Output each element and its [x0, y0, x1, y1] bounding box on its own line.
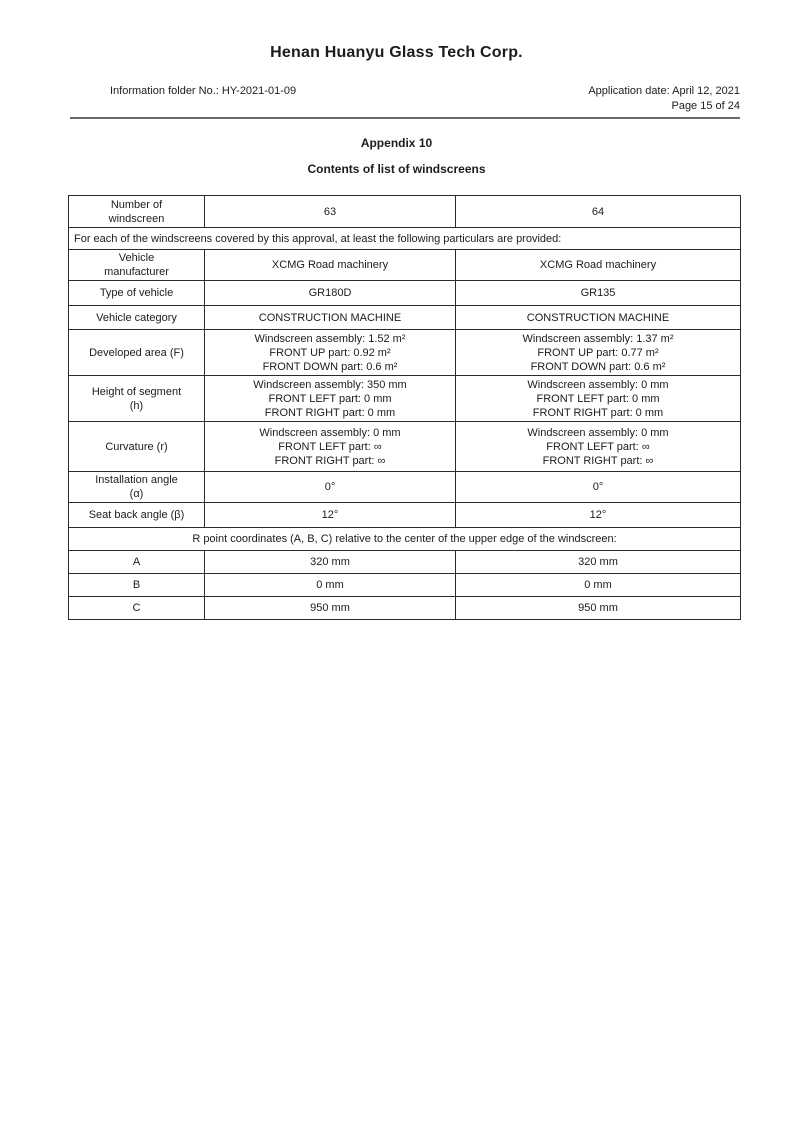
value-line: FRONT LEFT part: ∞: [546, 440, 650, 453]
label-line: (α): [129, 488, 144, 500]
table-row-seat-back-angle: [69, 503, 741, 528]
label-line: Number of: [110, 198, 163, 211]
cell-63-type-of-vehicle: GR180D: [205, 281, 456, 306]
cell-63-installation-angle: 0°: [205, 472, 456, 503]
cell-windscreen-64-number: 64: [456, 196, 741, 228]
cell-64-curvature: [456, 422, 741, 472]
header-info-row: [70, 84, 740, 99]
value-line: Windscreen assembly: 0 mm: [259, 426, 401, 439]
header-divider: [70, 117, 740, 119]
cell-63-developed-area: [205, 330, 456, 376]
label-line: Installation angle: [95, 474, 178, 486]
cell-r-point-note: R point coordinates (A, B, C) relative to the center of the upper edge of the windscreen:: [69, 528, 741, 551]
value-line: Windscreen assembly: 1.37 m²: [522, 332, 674, 345]
value-line: FRONT LEFT part: 0 mm: [268, 392, 392, 405]
cell-64-installation-angle: 0°: [456, 472, 741, 503]
value-line: FRONT RIGHT part: ∞: [542, 454, 654, 467]
row-label-vehicle-category: Vehicle category: [69, 306, 205, 330]
application-date: Application date: April 12, 2021: [588, 85, 740, 97]
cell-63-height-of-segment: [205, 376, 456, 422]
value-line: FRONT RIGHT part: 0 mm: [532, 406, 664, 419]
document-header: [70, 84, 740, 119]
table-row-number-of-windscreen: [69, 196, 741, 228]
info-folder-number: Information folder No.: HY-2021-01-09: [110, 85, 297, 97]
value-line: Windscreen assembly: 350 mm: [253, 378, 407, 391]
label-line: manufacturer: [104, 266, 169, 278]
page-number: Page 15 of 24: [671, 100, 740, 112]
appendix-title: Appendix 10: [360, 136, 433, 150]
cell-63-vehicle-manufacturer: XCMG Road machinery: [205, 250, 456, 281]
cell-64-r-point-a: 320 mm: [456, 551, 741, 574]
row-label-r-point-b: B: [69, 574, 205, 597]
value-line: FRONT LEFT part: ∞: [278, 440, 382, 453]
value-line: FRONT LEFT part: 0 mm: [536, 392, 660, 405]
value-line: FRONT UP part: 0.77 m²: [537, 346, 659, 359]
cell-63-r-point-b: 0 mm: [205, 574, 456, 597]
cell-63-r-point-a: 320 mm: [205, 551, 456, 574]
cell-64-developed-area: [456, 330, 741, 376]
table-row-curvature: [69, 422, 741, 472]
value-line: FRONT DOWN part: 0.6 m²: [530, 360, 666, 373]
value-line: Windscreen assembly: 0 mm: [527, 426, 669, 439]
cell-64-vehicle-category: CONSTRUCTION MACHINE: [456, 306, 741, 330]
row-label-vehicle-manufacturer: [69, 250, 205, 281]
value-line: FRONT UP part: 0.92 m²: [269, 346, 391, 359]
cell-windscreen-63-number: 63: [205, 196, 456, 228]
row-label-number-of-windscreen: [69, 196, 205, 228]
cell-63-curvature: [205, 422, 456, 472]
table-row-type-of-vehicle: [69, 281, 741, 306]
value-line: FRONT RIGHT part: ∞: [274, 454, 386, 467]
cell-64-height-of-segment: [456, 376, 741, 422]
label-line: (h): [129, 399, 144, 412]
table-row-r-point-note: [69, 528, 741, 551]
table-row-vehicle-category: [69, 306, 741, 330]
row-label-type-of-vehicle: Type of vehicle: [69, 281, 205, 306]
table-row-r-point-c: [69, 597, 741, 620]
cell-63-r-point-c: 950 mm: [205, 597, 456, 620]
row-label-seat-back-angle: Seat back angle (β): [69, 503, 205, 528]
table-row-r-point-b: [69, 574, 741, 597]
row-label-curvature: Curvature (r): [69, 422, 205, 472]
table-row-vehicle-manufacturer: [69, 250, 741, 281]
table-row-height-of-segment: [69, 376, 741, 422]
table-row-installation-angle: [69, 472, 741, 503]
label-line: windscreen: [108, 212, 165, 225]
cell-63-seat-back-angle: 12°: [205, 503, 456, 528]
cell-64-vehicle-manufacturer: XCMG Road machinery: [456, 250, 741, 281]
row-label-developed-area: Developed area (F): [69, 330, 205, 376]
label-line: Vehicle: [118, 252, 155, 264]
cell-note: For each of the windscreens covered by this approval, at least the following particulars are provided:: [69, 228, 741, 250]
cell-64-r-point-b: 0 mm: [456, 574, 741, 597]
row-label-installation-angle: [69, 472, 205, 503]
row-label-height-of-segment: [69, 376, 205, 422]
row-label-r-point-a: A: [69, 551, 205, 574]
cell-63-vehicle-category: CONSTRUCTION MACHINE: [205, 306, 456, 330]
document-subtitle: Contents of list of windscreens: [307, 162, 486, 176]
cell-64-type-of-vehicle: GR135: [456, 281, 741, 306]
table-row-note: [69, 228, 741, 250]
label-line: Height of segment: [91, 385, 182, 398]
table-row-developed-area: [69, 330, 741, 376]
cell-64-r-point-c: 950 mm: [456, 597, 741, 620]
windscreen-list-table: [68, 195, 741, 620]
value-line: Windscreen assembly: 0 mm: [527, 378, 669, 391]
value-line: FRONT DOWN part: 0.6 m²: [262, 360, 398, 373]
value-line: FRONT RIGHT part: 0 mm: [264, 406, 396, 419]
company-title: Henan Huanyu Glass Tech Corp.: [270, 44, 523, 61]
value-line: Windscreen assembly: 1.52 m²: [254, 332, 406, 345]
table-row-r-point-a: [69, 551, 741, 574]
cell-64-seat-back-angle: 12°: [456, 503, 741, 528]
row-label-r-point-c: C: [69, 597, 205, 620]
